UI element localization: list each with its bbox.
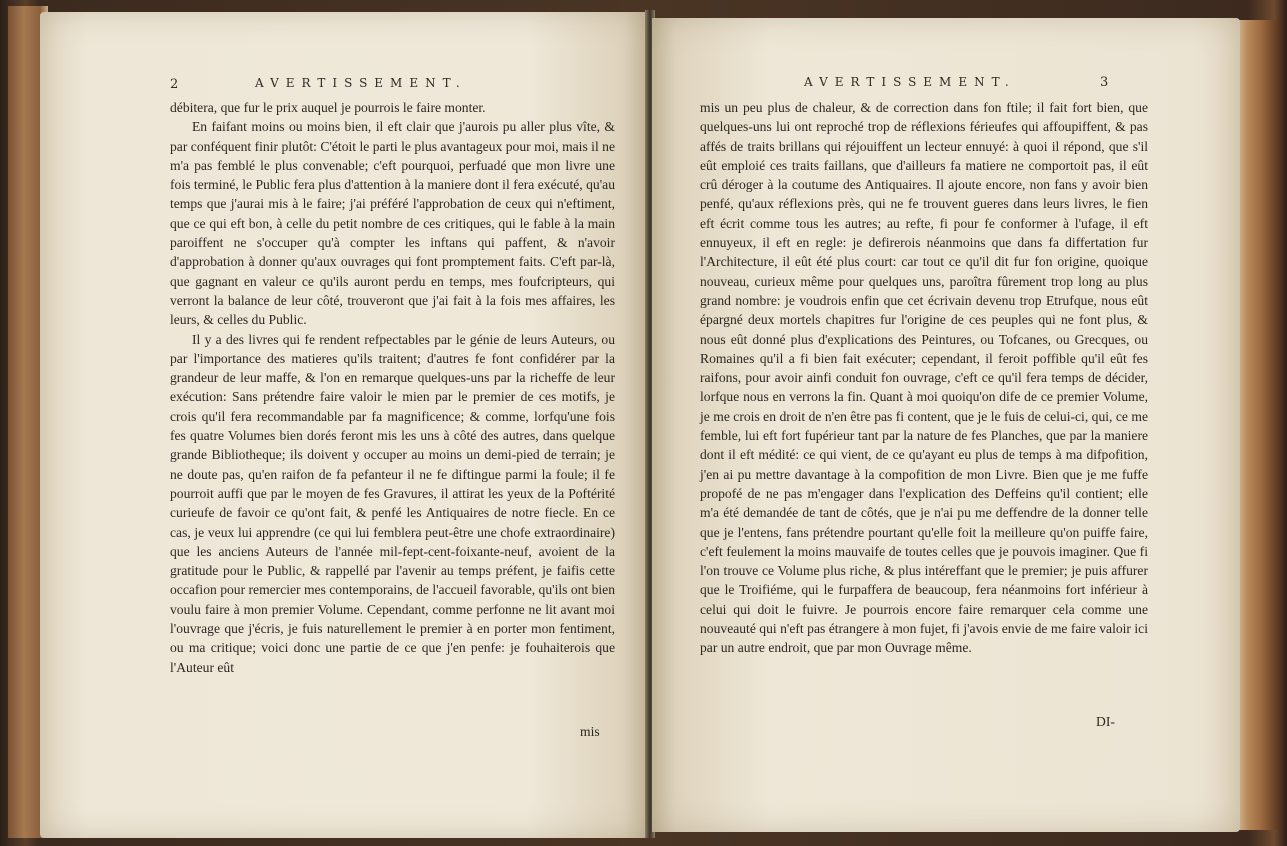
left-paragraph-3: Il y a des livres qui fe rendent refpectables par le génie de leurs Auteurs, ou par l'importance des matieres qu'ils traitent; d'autres fe font confidérer par la grandeur de leur maffe, & l'on en remarque quelques-uns par la richeffe de leur exécution: Sans prétendre faire valoir le mien par le premier de ces motifs, je crois qu'il fera recommandable par fa magnificence; & comme, lorfqu'une fois fes quatre Volumes bien dorés feront mis les uns à côté des autres, dans quelque grande Bibliotheque; ils doivent y occuper au moins un demi-pied de terrain; je ne doute pas, qu'en raifon de fa pefanteur il ne fe diftingue parmi la foule; il fe pourroit auffi que par le moyen de fes Gravures, il attirat les yeux de la Poftérité curieufe de favoir ce qu'ont fait, & penfé les Antiquaires de notre fiecle. En ce cas, je veux lui apprendre (ce qui lui femblera peut-être une chofe extraordinaire) que les anciens Auteurs de l'année mil-fept-cent-foixante-neuf, avoient de la gratitude pour le Public, & rappellé par l'avenir au temps préfent, je faifis cette occafion pour remercier mes contemporains, de l'accueil favorable, qu'ils ont bien voulu faire à mon premier Volume. Cependant, comme perfonne ne lit avant moi l'ouvrage que j'écris, je fuis naturellement le premier à en porter mon fentiment, ou ma critique; voici donc une partie de ce que j'en penfe: je fouhaiterois que l'Auteur eût — [170, 331, 616, 675]
right-page-text — [700, 98, 1148, 658]
left-catchword: mis — [580, 724, 600, 739]
left-paragraph-2: En faifant moins ou moins bien, il eft clair que j'aurois pu aller plus vîte, & par conféquent finir plutôt: C'étoit le parti le plus avantageux pour moi, mais il ne m'a pas femblé le plus convenable; c'eft pourquoi, perfuadé que mon livre une fois terminé, le Public fera plus d'attention à la maniere dont il fera exécuté, qu'au temps que j'aurai mis à le faire; j'ai préféré l'approbation de ceux qui n'eftiment, que ce qui eft bon, à celle du petit nombre de ces critiques, qui le fable à la main paroiffent ne s'occuper qu'à compter les inftans qui paffent, & n'avoir d'approbation à donner qu'aux ouvrages qui font promptement faits. C'eft par-là, que gagnant en valeur ce qu'ils auront perdu en temps, mes foufcripteurs, qui verront la balance de leur côté, trouveront que j'ai fait à la fois mes affaires, les leurs, & celles du Public. — [170, 119, 615, 328]
left-page-number: 2 — [170, 77, 179, 92]
left-page-text — [170, 98, 615, 677]
right-page — [652, 18, 1240, 832]
left-running-head: AVERTISSEMENT. — [255, 76, 467, 90]
left-paragraph-1: débitera, que fur le prix auquel je pourrois le faire monter. — [170, 100, 486, 115]
right-cover-edge — [1234, 20, 1279, 830]
right-running-head: AVERTISSEMENT. — [804, 75, 1016, 89]
left-page — [40, 12, 648, 838]
right-catchword: DI- — [1096, 714, 1115, 729]
right-paragraph-1: mis un peu plus de chaleur, & de correction dans fon ftile; il fait fort bien, que quelques-uns lui ont reproché trop de réflexions férieufes qui affoupiffent, & pas affés de traits brillans qui réjouiffent un lecteur ennuyé: à quoi il répond, que s'il eût emploié ces traits faillans, que d'ailleurs fa matiere ne comportoit pas, il eût crû déroger à la coutume des Antiquaires. Il ajoute encore, non fans y avoir bien penfé, qu'aux réflexions près, qui ne fe trouvent gueres dans leurs livres, le fien eft écrit comme tous les autres; au refte, fi pour fe conformer à l'ufage, il eft ennuyeux, il eft en regle: je defirerois néanmoins que dans fa differtation fur l'Architecture, il eût été plus court: car tout ce qu'il dit fur fon origine, quoique nouveau, curieux même pour quelques uns, paroîtra fûrement trop long au plus grand nombre: je voudrois enfin que cet écrivain devenu trop Etrufque, nous eût épargné deux mortels chapitres fur l'origine de ces peuples qui ne font plus, & nous eût donné plus d'explications des Peintures, ou Tofcanes, ou Grecques, ou Romaines qu'il a fi bien fait exécuter; cependant, il feroit poffible qu'il eût fes raifons, pour avoir ainfi conduit fon ouvrage, c'eft ce qu'il fera temps de décider, lorfque nous en verrons la fin. Quant à moi quoiqu'on dife de ce premier Volume, je me crois en droit de n'en être pas fi content, que je le fuis de celui-ci, qui, ce me femble, lui eft fort fupérieur tant par la nature de fes Planches, que par la maniere dont il eft médité: ce qui vient, de ce qu'ayant eu plus de temps à ma difpofition, j'en ai pu mettre davantage à la compofition de mon Livre. Bien que je me fuffe propofé de ne pas m'engager dans l'explication des Deffeins qu'il contient; elle m'a été demandée de tant de côtés, que je n'ai pu me deffendre de la donner telle que je l'entens, fans prétendre pourtant qu'elle foit la meilleure qu'on puiffe faire, c'eft feulement la moins mauvaife de toutes celles que je pouvois imaginer. Que fi l'on trouve ce Volume plus riche, & plus intéreffant que le premier; je puis affurer que le Troifiéme, qui le furpaffera de beaucoup, fera néanmoins fort inférieur à celui qui doit le fuivre. Je pourrois encore faire remarquer cela comme une nouveauté qui n'eft pas étrangere à mon fujet, fi j'avois envie de me faire valoir ici par un autre endroit, que par mon Ouvrage même. — [700, 100, 1148, 656]
right-page-number: 3 — [1100, 75, 1109, 90]
